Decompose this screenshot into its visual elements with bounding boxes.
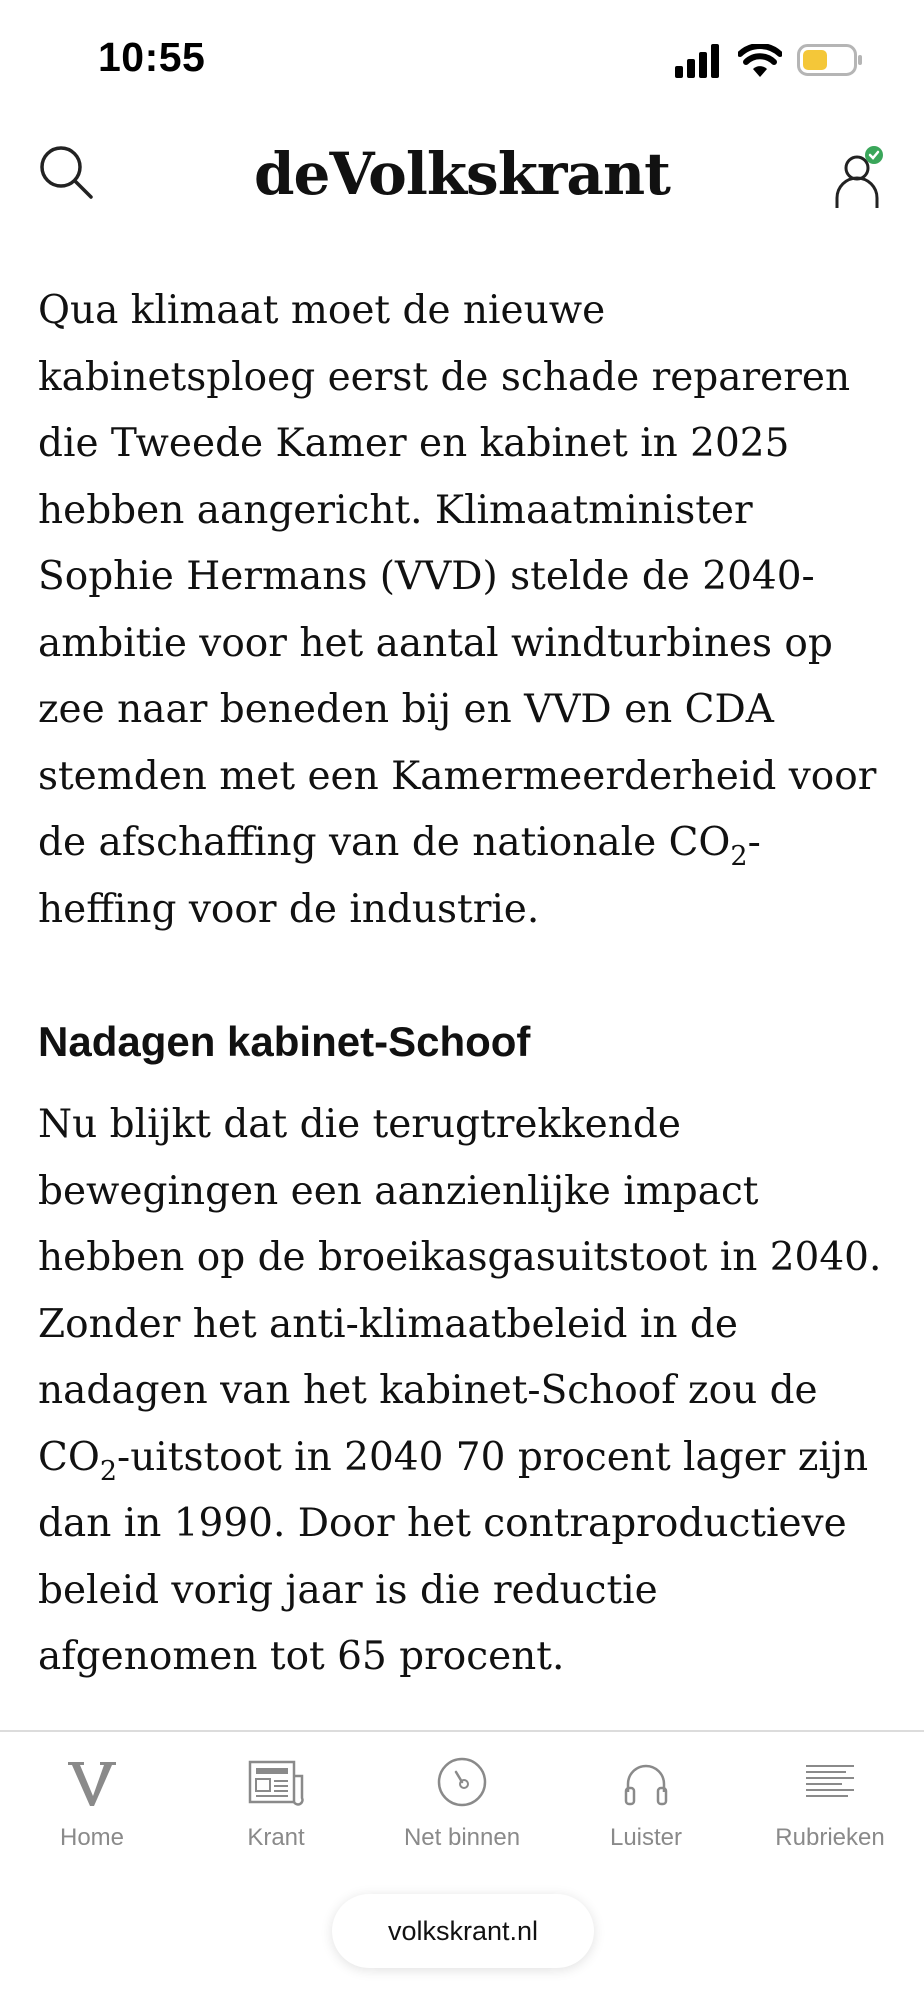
status-time: 10:55 (98, 34, 206, 80)
account-icon[interactable] (830, 146, 888, 212)
newspaper-icon (246, 1752, 306, 1812)
list-icon (800, 1752, 860, 1812)
article-subheading: Nadagen kabinet-Schoof (38, 1018, 531, 1065)
wifi-icon (738, 44, 782, 78)
app-header (0, 120, 924, 260)
article-paragraph: Qua klimaat moet de nieuwe kabinetsploeg eerst de schade repareren die Tweede Kamer en kabinet in 2025 hebben aangericht. Klimaatminister Sophie Hermans (VVD) stelde de 2040-ambitie voor het aantal windturbines op zee naar beneden bij en VVD en CDA stemden met een Kamermeerderheid voor de afschaffing van de nationale $CO_2$-heffing voor de industrie. (38, 288, 877, 932)
logo[interactable]: deVolkskrant (254, 140, 670, 208)
tab-label: Krant (247, 1824, 305, 1851)
tab-label: Luister (609, 1824, 683, 1851)
tab-rubrieken[interactable] (738, 1752, 922, 1862)
tab-krant[interactable] (184, 1752, 368, 1862)
article-body (38, 278, 888, 1679)
bottom-tab-bar (0, 1730, 924, 2002)
article-paragraph: Nu blijkt dat die terugtrekkende bewegingen een aanzienlijke impact hebben op de broeikasgasuitstoot in 2040. Zonder het anti-klimaatbeleid in de nadagen van het kabinet-Schoof zou de $CO_2$-uitstoot in 2040 70 procent lager zijn dan in 1990. Door het contraproductieve beleid vorig jaar is die reductie afgenomen tot 65 procent. (38, 1102, 882, 1679)
tab-label: Net binnen (403, 1824, 521, 1851)
battery-icon (797, 44, 863, 76)
tab-home[interactable] (0, 1752, 184, 1862)
tab-label: Rubrieken (775, 1824, 885, 1851)
volkskrant-v-icon (62, 1752, 122, 1812)
tab-net-binnen[interactable] (370, 1752, 554, 1862)
status-bar (0, 0, 924, 120)
signal-icon (675, 44, 721, 78)
headphones-icon (616, 1752, 676, 1812)
clock-icon (432, 1752, 492, 1812)
tab-luister[interactable] (554, 1752, 738, 1862)
tab-label: Home (59, 1824, 125, 1851)
url-pill[interactable]: volkskrant.nl (332, 1894, 594, 1968)
